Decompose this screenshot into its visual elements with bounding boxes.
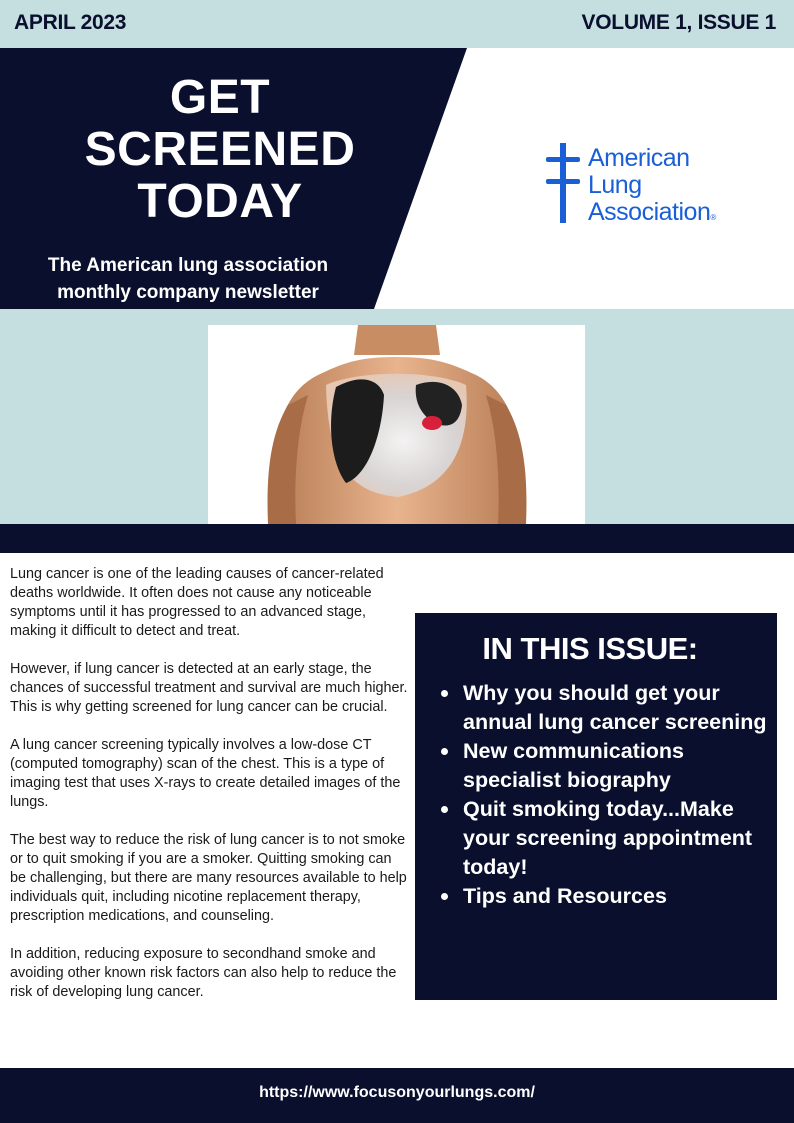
hero-subtitle: The American lung association monthly company newsletter: [47, 255, 329, 303]
chest-xray-illustration: [208, 325, 585, 524]
navy-divider-band: [0, 524, 794, 553]
top-bar: [0, 0, 794, 48]
hero-title-line: TODAY: [137, 175, 303, 228]
hero-title: [30, 72, 410, 228]
bullet-icon: [441, 893, 448, 900]
american-lung-association-logo: [544, 143, 764, 225]
issue-date: APRIL 2023: [14, 11, 127, 34]
article-paragraph: The best way to reduce the risk of lung cancer is to not smoke or to quit smoking if you are a smoker. Quitting smoking can be challenging, but there are many resources available to help individuals quit, including nicotine replacement therapy, prescription medications, and counseling.: [10, 832, 407, 924]
hero-title-line: GET: [169, 71, 271, 124]
bullet-icon: [441, 806, 448, 813]
in-this-issue-box: [415, 613, 777, 1000]
registered-mark-icon: ®: [710, 213, 716, 222]
issue-volume: VOLUME 1, ISSUE 1: [581, 11, 776, 34]
article-paragraph: A lung cancer screening typically involves a low-dose CT (computed tomography) scan of the chest. This is a type of imaging test that uses X-rays to create detailed images of the lungs.: [10, 737, 401, 810]
list-item: Why you should get your annual lung cancer screening: [437, 679, 767, 737]
list-item: Quit smoking today...Make your screening appointment today!: [437, 795, 767, 882]
logo-text-line: Association: [588, 198, 711, 226]
lung-cross-icon: [544, 143, 584, 223]
bullet-icon: [441, 690, 448, 697]
list-item: Tips and Resources: [437, 882, 767, 911]
article-paragraph: However, if lung cancer is detected at an early stage, the chances of successful treatment and survival are much higher. This is why getting screened for lung cancer can be crucial.: [10, 661, 408, 715]
logo-text-line: American: [588, 144, 690, 172]
in-this-issue-heading: IN THIS ISSUE:: [482, 631, 698, 666]
chest-xray-image: [208, 325, 585, 524]
bullet-icon: [441, 748, 448, 755]
article-body: [10, 565, 408, 1021]
footer: [0, 1068, 794, 1123]
hero-title-line: SCREENED: [84, 123, 356, 176]
article-paragraph: In addition, reducing exposure to secondhand smoke and avoiding other known risk factors can also help to reduce the risk of developing lung cancer.: [10, 946, 397, 1000]
logo-text-line: Lung: [588, 171, 642, 199]
website-link[interactable]: https://www.focusonyourlungs.com/: [259, 1084, 535, 1101]
list-item: New communications specialist biography: [437, 737, 767, 795]
article-paragraph: Lung cancer is one of the leading causes of cancer-related deaths worldwide. It often does not cause any noticeable symptoms until it has progressed to an advanced stage, making it difficult to detect and treat.: [10, 566, 384, 639]
in-this-issue-list: [437, 679, 767, 911]
